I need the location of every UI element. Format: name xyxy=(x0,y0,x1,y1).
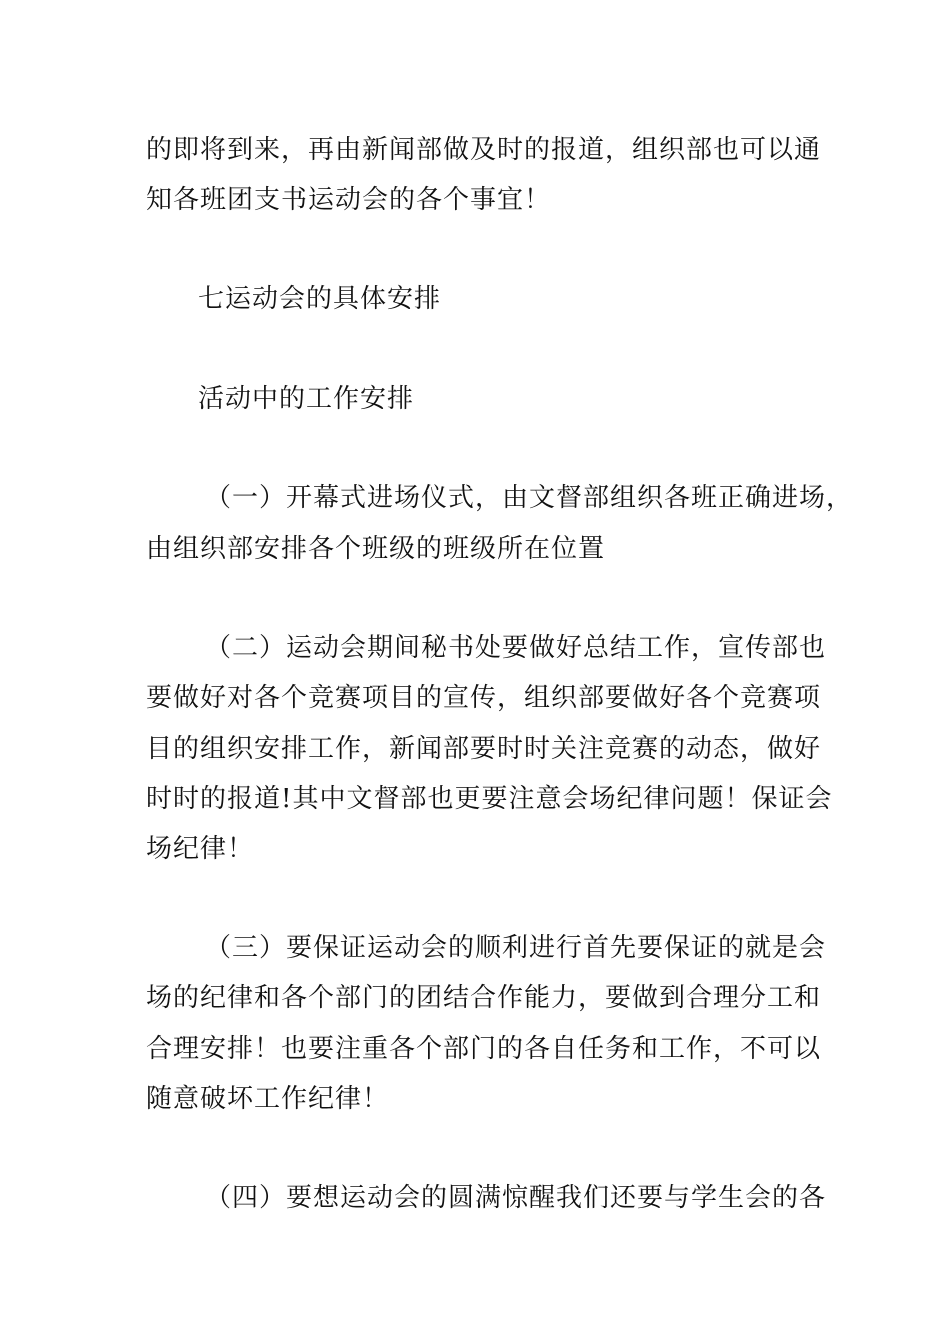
paragraph-2-line: 目的组织安排工作，新闻部要时时关注竞赛的动态，做好 xyxy=(146,734,822,764)
subsection-heading: 活动中的工作安排 xyxy=(198,384,415,414)
paragraph-4-line: （四）要想运动会的圆满惊醒我们还要与学生会的各 xyxy=(205,1183,827,1213)
paragraph-1-line: 由组织部安排各个班级的班级所在位置 xyxy=(146,534,606,564)
paragraph-2-line: 时时的报道!其中文督部也更要注意会场纪律问题！保证会 xyxy=(146,784,833,814)
paragraph-3-line: 合理安排！也要注重各个部门的各自任务和工作，不可以 xyxy=(146,1034,822,1064)
paragraph-3-line: （三）要保证运动会的顺利进行首先要保证的就是会 xyxy=(205,933,827,963)
paragraph-2-line: （二）运动会期间秘书处要做好总结工作，宣传部也 xyxy=(205,633,827,663)
paragraph-1-line: （一）开幕式进场仪式，由文督部组织各班正确进场， xyxy=(205,483,854,513)
paragraph-2-line: 场纪律！ xyxy=(146,834,255,864)
text-line: 的即将到来，再由新闻部做及时的报道，组织部也可以通 xyxy=(146,135,822,165)
text-line: 知各班团支书运动会的各个事宜！ xyxy=(146,185,552,215)
paragraph-3-line: 场的纪律和各个部门的团结合作能力，要做到合理分工和 xyxy=(146,983,822,1013)
paragraph-3-line: 随意破坏工作纪律！ xyxy=(146,1084,390,1114)
paragraph-2-line: 要做好对各个竞赛项目的宣传，组织部要做好各个竞赛项 xyxy=(146,683,822,713)
section-heading: 七运动会的具体安排 xyxy=(198,284,442,314)
